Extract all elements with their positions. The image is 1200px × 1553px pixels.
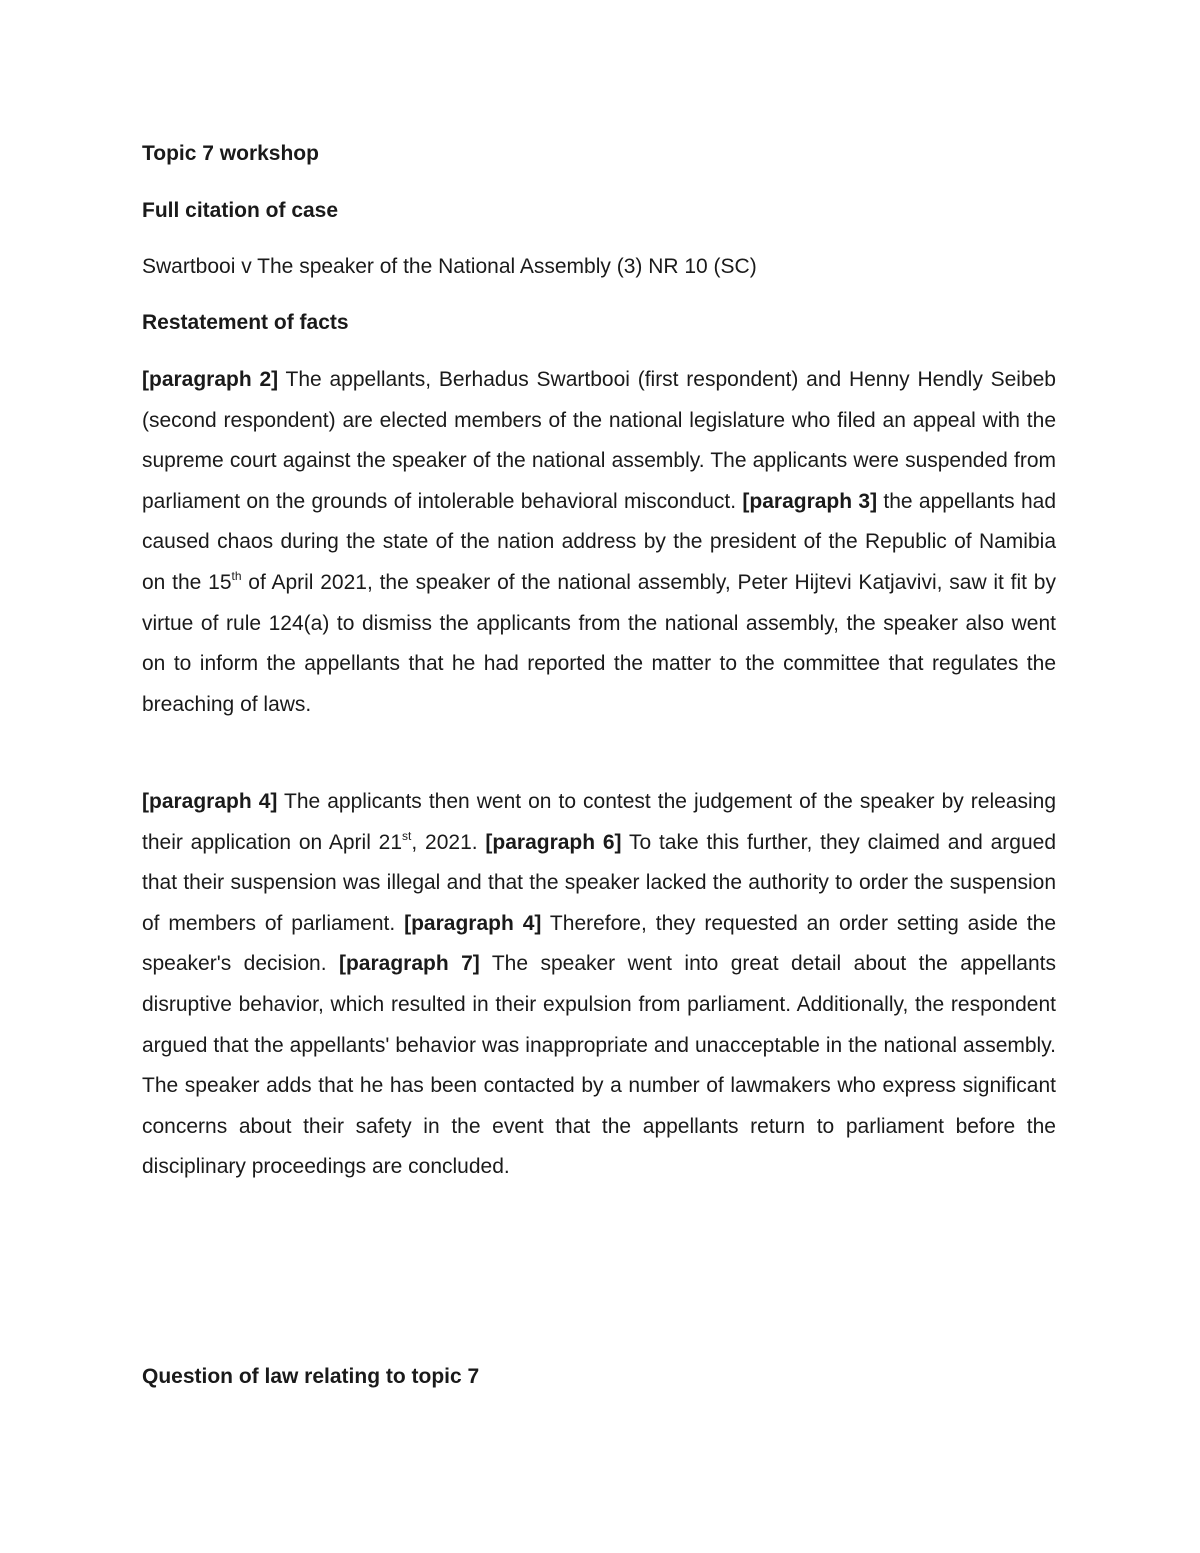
question-heading: Question of law relating to topic 7 xyxy=(142,1365,480,1388)
paragraph-text: The speaker went into great detail about the appellants disruptive behavior, which resulted in their expulsion from parliament. Additionally, the respondent argued that the appellants' behavior was inappropriate and unacceptable in the national assembly. The speaker adds that he has been contacted by a number of lawmakers who express significant concerns about their safety in the event that the appellants return to parliament before the disciplinary proceedings are concluded. xyxy=(142,952,1056,1179)
ordinal-superscript: st xyxy=(402,828,412,843)
paragraph-text: the appellants had caused chaos during the state of the nation address by the president of the Republic of Namibia on the 15 xyxy=(142,489,1056,594)
facts-heading: Restatement of facts xyxy=(142,311,349,334)
citation-heading: Full citation of case xyxy=(142,199,339,222)
facts-paragraph-2 xyxy=(142,782,1056,1188)
paragraph-text: of April 2021, the speaker of the national assembly, Peter Hijtevi Katjavivi, saw it fit by virtue of rule 124(a) to dismiss the applicants from the national assembly, the speaker also went on to inform the appellants that he had reported the matter to the committee that regulates the breaching of laws. xyxy=(142,570,1056,716)
ordinal-superscript: th xyxy=(231,568,242,583)
paragraph-text: The applicants then went on to contest the judgement of the speaker by releasing their application on April 21 xyxy=(142,790,1056,854)
paragraph-text: The appellants, Berhadus Swartbooi (first respondent) and Henny Hendly Seibeb (second respondent) are elected members of the national legislature who filed an appeal with the supreme court against the speaker of the national assembly. The applicants were suspended from parliament on the grounds of intolerable behavioral misconduct. xyxy=(142,368,1056,513)
paragraph-ref: [paragraph 6] xyxy=(485,830,622,854)
paragraph-ref: [paragraph 4] xyxy=(142,790,278,813)
paragraph-ref: [paragraph 7] xyxy=(338,952,480,976)
paragraph-text: , 2021. xyxy=(411,830,486,854)
paragraph-text: Therefore, they requested an order setting aside the speaker's decision. xyxy=(142,911,1056,976)
paragraph-ref: [paragraph 2] xyxy=(142,368,279,391)
facts-paragraph-1 xyxy=(142,360,1056,725)
paragraph-ref: [paragraph 4] xyxy=(404,911,542,935)
document-title: Topic 7 workshop xyxy=(142,142,319,165)
paragraph-text: To take this further, they claimed and argued that their suspension was illegal and that the speaker lacked the authority to order the suspension of members of parliament. xyxy=(142,830,1057,935)
citation-text: Swartbooi v The speaker of the National Assembly (3) NR 10 (SC) xyxy=(142,255,757,278)
paragraph-ref: [paragraph 3] xyxy=(742,489,878,513)
